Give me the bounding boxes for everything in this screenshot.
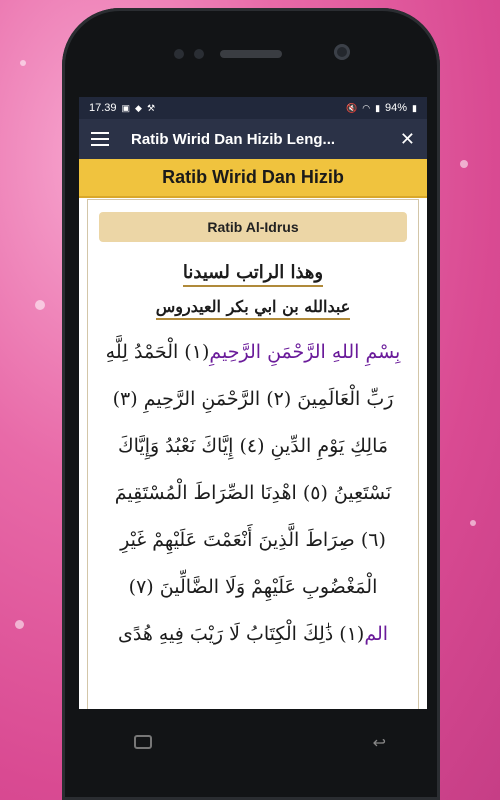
- verse-line: الْمَغْضُوبِ عَلَيْهِمْ وَلَا الضَّالِّينَ (٧): [128, 575, 378, 598]
- verse-line: بِسْمِ اللهِ الرَّحْمَنِ الرَّحِيمِ (١) الْحَمْدُ لِلَّهِ: [105, 340, 401, 363]
- arabic-heading-2: عبدالله بن ابي بكر العيدروس: [88, 297, 418, 316]
- battery-level: 94%: [385, 102, 408, 114]
- sparkle: [460, 160, 468, 168]
- earpiece: [220, 50, 282, 58]
- sparkle: [15, 620, 24, 629]
- cell-signal-icon: ▮: [375, 103, 381, 113]
- mute-icon: 🔇: [345, 103, 358, 113]
- status-bar: [79, 97, 427, 119]
- sensor: [174, 49, 184, 59]
- app-bar: [79, 119, 427, 159]
- verse-line: نَسْتَعِينُ (٥) اهْدِنَا الصِّرَاطَ الْمُسْتَقِيمَ: [114, 481, 392, 504]
- front-camera: [334, 44, 350, 60]
- battery-icon: ▮: [412, 103, 417, 113]
- signal-icon: ◆: [135, 103, 142, 113]
- close-icon[interactable]: ✕: [399, 128, 415, 149]
- wifi-icon: ◠: [362, 103, 371, 113]
- hardware-nav-bar: [120, 735, 400, 755]
- recent-apps-icon[interactable]: [134, 735, 152, 749]
- sparkle: [470, 520, 476, 526]
- verse-line: مَالِكِ يَوْمِ الدِّينِ (٤) إِيَّاكَ نَعْبُدُ وَإِيَّاكَ: [117, 434, 389, 457]
- verse-line: رَبِّ الْعَالَمِينَ (٢) الرَّحْمَنِ الرَّحِيمِ (٣): [112, 387, 394, 410]
- section-title-button[interactable]: Ratib Al-Idrus: [99, 212, 407, 242]
- image-icon: ▣: [121, 103, 131, 113]
- arabic-heading-1: وهذا الراتب لسيدنا: [88, 262, 418, 283]
- sparkle: [35, 300, 45, 310]
- app-title: Ratib Wirid Dan Hizib Leng...: [131, 130, 336, 148]
- page-banner: Ratib Wirid Dan Hizib: [79, 159, 427, 198]
- back-icon[interactable]: ↩: [372, 735, 386, 752]
- verse-block: [100, 328, 406, 657]
- verse-line: الم (١) ذَٰلِكَ الْكِتَابُ لَا رَيْبَ فِيهِ هُدًى: [117, 622, 389, 645]
- tool-icon: ⚒: [146, 103, 156, 113]
- sensor: [194, 49, 204, 59]
- status-time: 17.39: [89, 102, 117, 114]
- screen: [79, 97, 427, 709]
- verse-line: (٦) صِرَاطَ الَّذِينَ أَنْعَمْتَ عَلَيْهِمْ غَيْرِ: [120, 528, 386, 551]
- menu-icon[interactable]: [91, 132, 109, 146]
- sparkle: [20, 60, 26, 66]
- content-card: [87, 199, 419, 709]
